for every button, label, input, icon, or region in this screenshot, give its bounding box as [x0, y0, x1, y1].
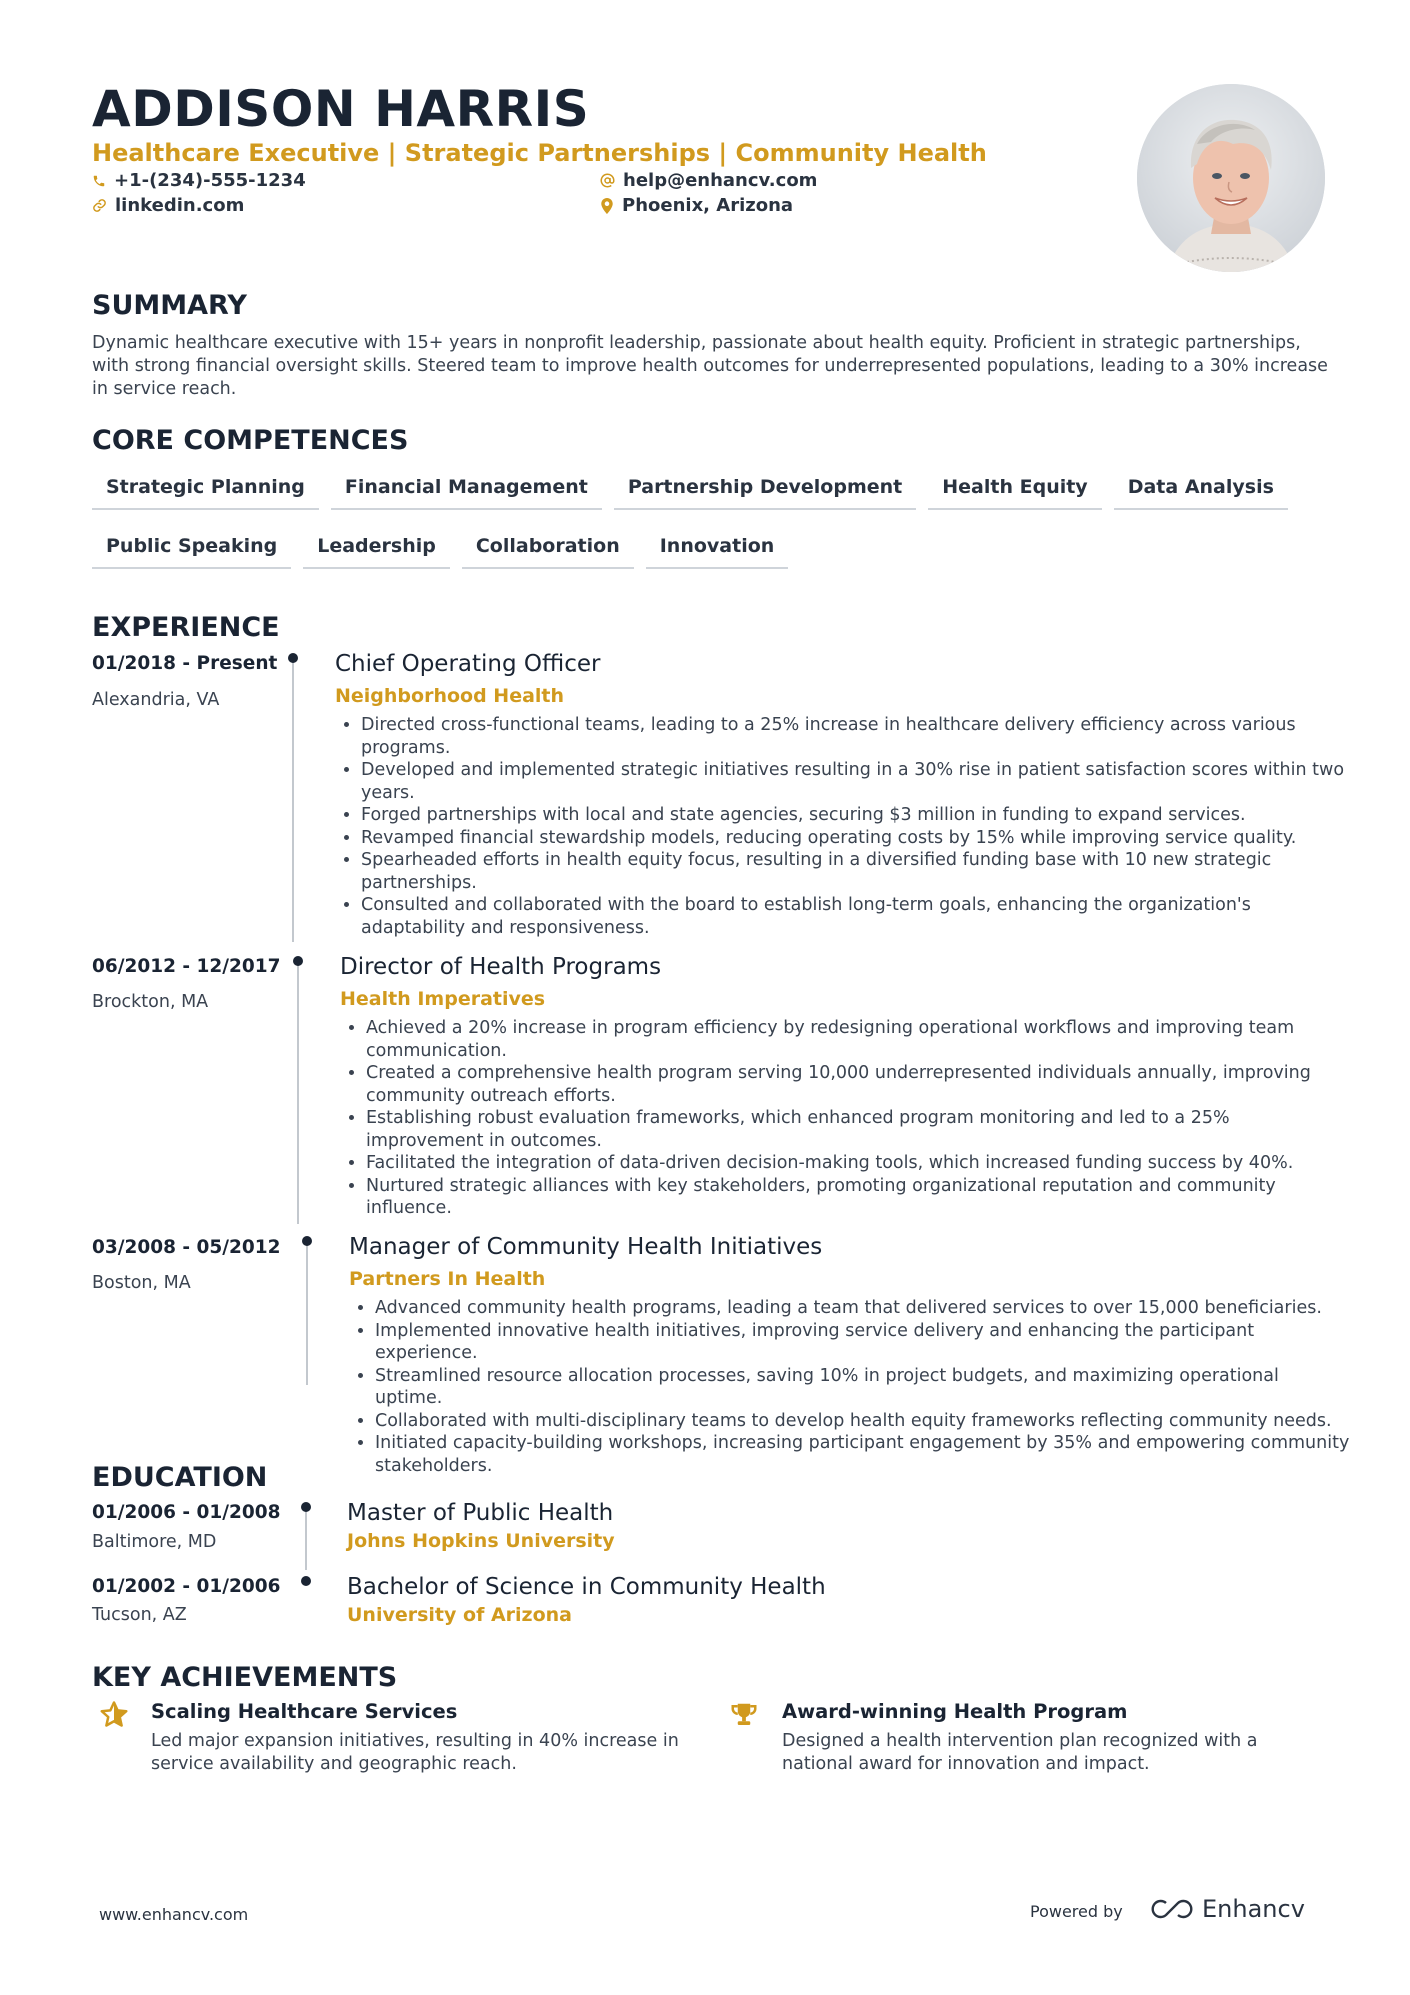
- candidate-tagline: Healthcare Executive | Strategic Partnerships | Community Health: [92, 139, 987, 167]
- trophy-icon: [729, 1700, 759, 1730]
- achievement-description: Designed a health intervention plan recognized with a national award for innovation and impact.: [782, 1731, 1258, 1774]
- job-bullet: • Revamped financial stewardship models, reducing operating costs by 15% while improving service quality.: [361, 827, 1346, 850]
- job-bullet: • Nurtured strategic alliances with key stakeholders, promoting organizational reputation and community influence.: [366, 1175, 1346, 1220]
- job-bullet: • Establishing robust evaluation frameworks, which enhanced program monitoring and led to a 25% improvement in outcomes.: [366, 1107, 1346, 1152]
- job-title: Director of Health Programs: [340, 954, 662, 980]
- timeline-line: [297, 962, 299, 1224]
- timeline-line: [292, 660, 294, 942]
- star-icon: [99, 1700, 129, 1730]
- brand-name: Enhancv: [1202, 1895, 1305, 1923]
- job-title: Manager of Community Health Initiatives: [349, 1234, 823, 1260]
- job-bullet: • Achieved a 20% increase in program efficiency by redesigning operational workflows and improving team communication.: [366, 1017, 1346, 1062]
- job-bullet: • Facilitated the integration of data-driven decision-making tools, which increased funding success by 40%.: [366, 1152, 1346, 1175]
- timeline-dot: [301, 1576, 311, 1586]
- education-date: 01/2006 - 01/2008: [92, 1502, 281, 1523]
- job-bullets: [349, 1297, 1351, 1477]
- job-title: Chief Operating Officer: [335, 651, 601, 677]
- competence-chip: Financial Management: [331, 470, 602, 510]
- footer-website[interactable]: www.enhancv.com: [99, 1905, 249, 1924]
- education-date: 01/2002 - 01/2006: [92, 1576, 281, 1597]
- job-bullet: • Consulted and collaborated with the board to establish long-term goals, enhancing the organization's adaptability and responsiveness.: [361, 894, 1346, 939]
- job-bullet: • Directed cross-functional teams, leading to a 25% increase in healthcare delivery efficiency across various programs.: [361, 714, 1346, 759]
- job-company: Partners In Health: [349, 1268, 546, 1290]
- job-bullet: • Streamlined resource allocation processes, saving 10% in project budgets, and maximizing operational uptime.: [375, 1365, 1351, 1410]
- job-company: Health Imperatives: [340, 988, 546, 1010]
- education-school: University of Arizona: [347, 1604, 572, 1626]
- candidate-name: ADDISON HARRIS: [92, 80, 590, 138]
- enhancv-logo-icon: [1148, 1897, 1196, 1921]
- job-bullet: • Collaborated with multi-disciplinary teams to develop health equity frameworks reflecting community needs.: [375, 1410, 1351, 1433]
- education-location: Tucson, AZ: [92, 1605, 187, 1625]
- achievement-title: Scaling Healthcare Services: [151, 1700, 458, 1723]
- education-location: Baltimore, MD: [92, 1532, 217, 1552]
- footer-brand[interactable]: [1148, 1895, 1305, 1923]
- achievements-heading: KEY ACHIEVEMENTS: [92, 1662, 398, 1693]
- education-heading: EDUCATION: [92, 1462, 268, 1493]
- timeline-dot: [302, 1236, 312, 1246]
- summary-heading: SUMMARY: [92, 290, 247, 321]
- competence-chip: Partnership Development: [614, 470, 916, 510]
- competence-chip: Innovation: [646, 529, 789, 569]
- education-degree: Master of Public Health: [347, 1500, 614, 1526]
- competences-list: [92, 470, 1332, 588]
- email-text: help@enhancv.com: [623, 170, 818, 191]
- competence-chip: Health Equity: [928, 470, 1101, 510]
- timeline-line: [305, 1508, 307, 1570]
- job-date: 01/2018 - Present: [92, 653, 278, 674]
- email-contact[interactable]: [600, 170, 817, 191]
- timeline-dot: [293, 956, 303, 966]
- job-bullet: • Initiated capacity-building workshops, increasing participant engagement by 35% and empowering community stakeholders.: [375, 1432, 1351, 1477]
- job-date: 06/2012 - 12/2017: [92, 956, 281, 977]
- job-bullets: [340, 1017, 1346, 1220]
- timeline-dot: [301, 1502, 311, 1512]
- job-location: Brockton, MA: [92, 992, 209, 1012]
- job-bullets: [335, 714, 1346, 939]
- education-degree: Bachelor of Science in Community Health: [347, 1574, 826, 1600]
- job-company: Neighborhood Health: [335, 685, 565, 707]
- achievement-title: Award-winning Health Program: [782, 1700, 1128, 1723]
- competence-chip: Collaboration: [462, 529, 634, 569]
- phone-icon: [92, 174, 106, 188]
- job-location: Alexandria, VA: [92, 690, 220, 710]
- competence-chip: Strategic Planning: [92, 470, 319, 510]
- link-icon: [92, 198, 107, 213]
- job-bullet: • Spearheaded efforts in health equity focus, resulting in a diversified funding base with 10 new strategic partnerships.: [361, 849, 1346, 894]
- competence-chip: Public Speaking: [92, 529, 291, 569]
- education-school: Johns Hopkins University: [347, 1530, 615, 1552]
- timeline-line: [306, 1243, 308, 1385]
- experience-heading: EXPERIENCE: [92, 612, 280, 643]
- location-pin-icon: [600, 198, 614, 214]
- location-contact: [600, 195, 793, 216]
- linkedin-text: linkedin.com: [115, 195, 245, 216]
- profile-photo: [1137, 84, 1325, 272]
- job-bullet: • Forged partnerships with local and state agencies, securing $3 million in funding to expand services.: [361, 804, 1346, 827]
- phone-contact: [92, 170, 306, 191]
- competences-heading: CORE COMPETENCES: [92, 425, 409, 456]
- summary-text: Dynamic healthcare executive with 15+ years in nonprofit leadership, passionate about health equity. Proficient in strategic partnerships, with strong financial oversight skills. Steered team to improve health outcomes for underrepresented populations, leading to a 30% increase in service reach.: [92, 333, 1328, 399]
- job-location: Boston, MA: [92, 1273, 191, 1293]
- job-bullet: • Advanced community health programs, leading a team that delivered services to over 15,000 beneficiaries.: [375, 1297, 1351, 1320]
- job-bullet: • Created a comprehensive health program serving 10,000 underrepresented individuals annually, improving community outreach efforts.: [366, 1062, 1346, 1107]
- phone-text: +1-(234)-555-1234: [114, 170, 306, 191]
- competence-chip: Leadership: [303, 529, 450, 569]
- job-bullet: • Developed and implemented strategic initiatives resulting in a 30% rise in patient satisfaction scores within two years.: [361, 759, 1346, 804]
- location-text: Phoenix, Arizona: [622, 195, 794, 216]
- job-date: 03/2008 - 05/2012: [92, 1237, 281, 1258]
- competence-chip: Data Analysis: [1114, 470, 1288, 510]
- footer-powered-by: Powered by: [1030, 1902, 1123, 1921]
- timeline-dot: [288, 653, 298, 663]
- linkedin-contact[interactable]: [92, 195, 244, 216]
- achievement-description: Led major expansion initiatives, resulting in 40% increase in service availability and geographic reach.: [151, 1731, 679, 1774]
- at-icon: [600, 173, 615, 188]
- job-bullet: • Implemented innovative health initiatives, improving service delivery and enhancing the participant experience.: [375, 1320, 1351, 1365]
